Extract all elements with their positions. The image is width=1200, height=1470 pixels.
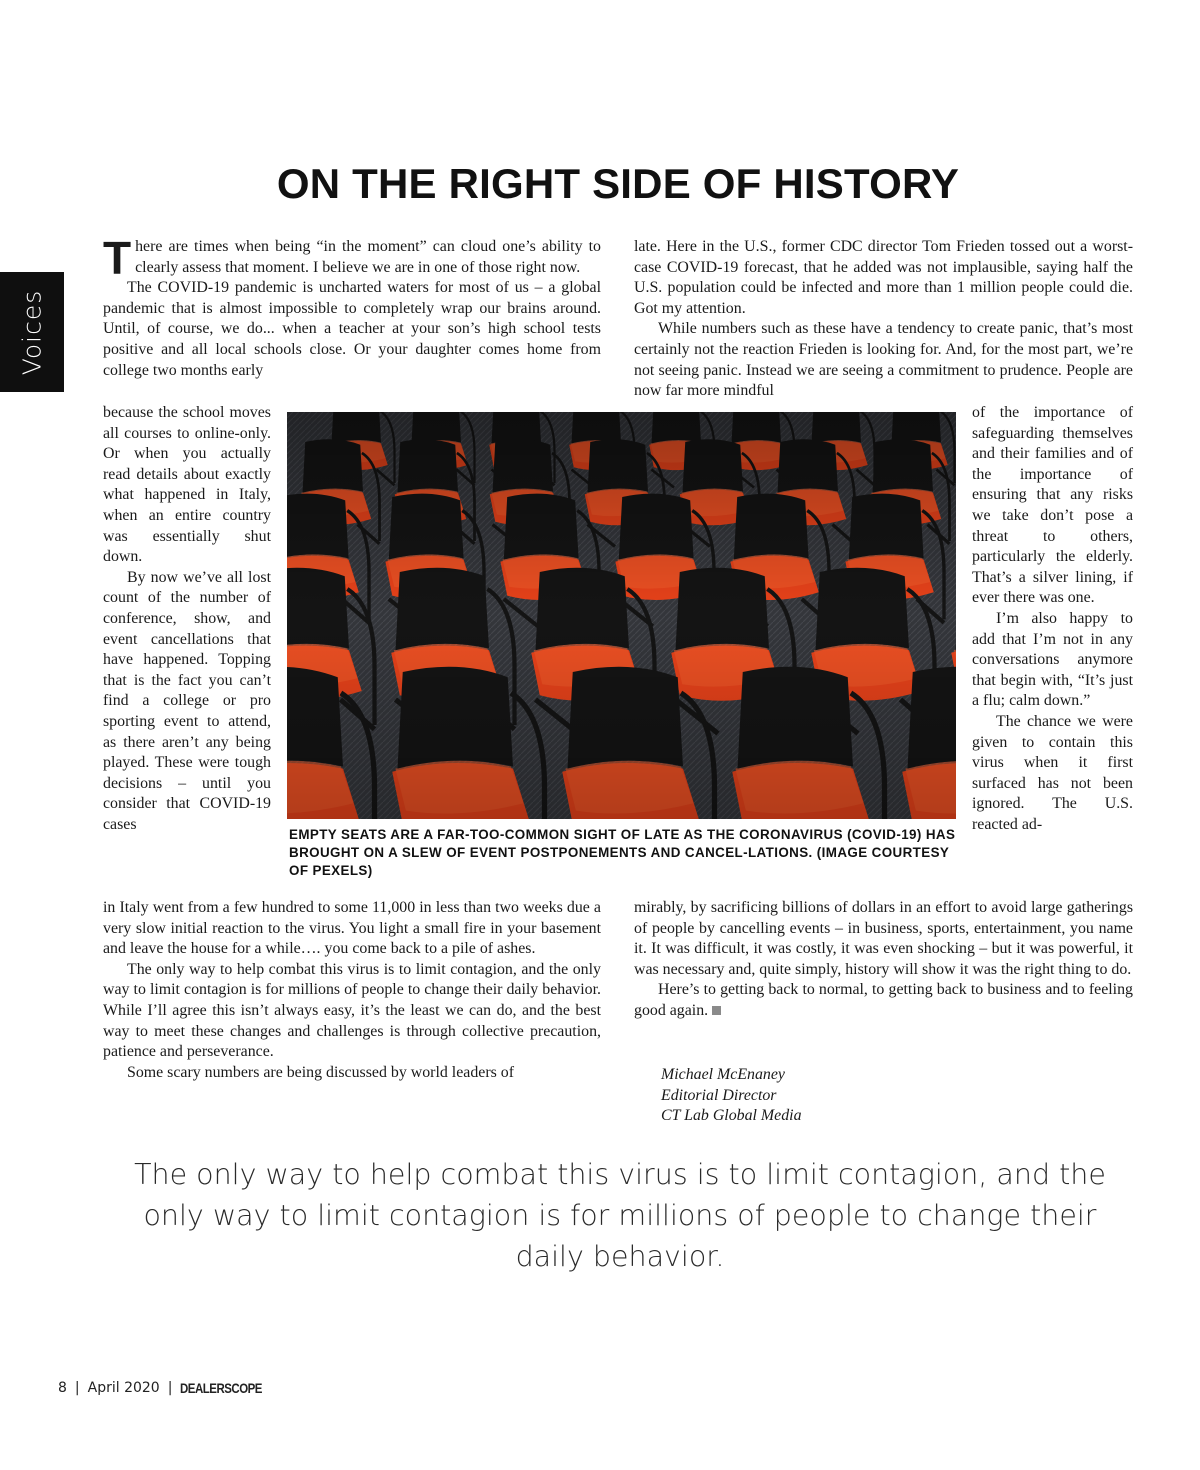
- paragraph: mirably, by sacrificing billions of dollars in an effort to avoid large gatherings of people by cancelling events – in business, sports, entertainment, you name it. It was difficult, it was costly, it was even shocking – but it was powerful, it was necessary and, quite simply, history will show it was the right thing to do.: [634, 899, 1133, 978]
- left-column-top: [103, 232, 601, 381]
- paragraph: The only way to help combat this virus is to limit contagion, and the only way to limit contagion is for millions of people to change their daily behavior. While I’ll agree this isn’t always easy, it’s the least we can do, and the best way to meet these changes and challenges is through collective precaution, patience and perseverance.: [103, 960, 601, 1061]
- author-name: Michael McEnaney: [661, 1066, 785, 1083]
- right-column-bottom: [634, 898, 1133, 1022]
- paragraph: [103, 232, 601, 284]
- paragraph: By now we’ve all lost count of the number of conference, show, and event cancellations that have happened. Topping that is the fact you can’t find a college or pro sporting event to attend, as there aren’t any being played. These were tough decisions – until you consider that COVID-19 cases: [103, 568, 271, 833]
- paragraph: I’m also happy to add that I’m not in any conversations anymore that begin with, “It’s just a flu; calm down.”: [972, 609, 1133, 710]
- drop-cap: T: [103, 232, 132, 284]
- paragraph: because the school moves all courses to online-only. Or when you actually read details about exactly what happened in Italy, when an entire country was essentially shut down.: [103, 404, 271, 566]
- chairs-illustration: [287, 412, 956, 819]
- page-footer: [58, 1380, 280, 1396]
- page-number: 8: [58, 1380, 67, 1396]
- publication-logo: DEALERSCOPE: [180, 1380, 263, 1396]
- right-column-top: [634, 237, 1133, 402]
- end-square-icon: [712, 1006, 721, 1015]
- left-column-bottom: [103, 898, 601, 1083]
- footer-separator: |: [167, 1380, 173, 1396]
- issue-date: April 2020: [87, 1380, 160, 1396]
- photo-empty-chairs: [287, 412, 956, 819]
- pull-quote: The only way to help combat this virus is to limit contagion, and the only way to limit contagion is for millions of people to change their daily behavior.: [134, 1158, 1106, 1273]
- photo-caption: EMPTY SEATS ARE A FAR-TOO-COMMON SIGHT OF LATE AS THE CORONAVIRUS (COVID-19) HAS BROUGHT ON A SLEW OF EVENT POSTPONEMENTS AND CANCEL-LATIONS. (IMAGE COURTESY OF PEXELS): [289, 827, 956, 878]
- author-signature: [661, 1065, 802, 1127]
- author-org: CT Lab Global Media: [661, 1107, 802, 1124]
- article-title: ON THE RIGHT SIDE OF HISTORY: [276, 160, 960, 207]
- author-role: Editorial Director: [661, 1086, 777, 1104]
- paragraph: late. Here in the U.S., former CDC director Tom Frieden tossed out a worst-case COVID-19 forecast, that he added was not implausible, saying half the U.S. population could be infected and more than 1 million people could die. Got my attention.: [634, 238, 1133, 317]
- paragraph-text: here are times when being “in the moment” can cloud one’s ability to clearly assess that moment. I believe we are in one of those right now.: [135, 238, 601, 276]
- paragraph: of the importance of safeguarding themselves and their families and of the importance of ensuring that any risks we take don’t pose a threat to others, particularly the elderly. That’s a silver lining, if ever there was one.: [972, 404, 1133, 607]
- paragraph: While numbers such as these have a tendency to create panic, that’s most certainly not the reaction Frieden is looking for. And, for the most part, we’re not seeing panic. Instead we are seeing a commitment to prudence. People are now far more mindful: [634, 320, 1133, 400]
- paragraph: [634, 980, 1133, 1021]
- right-column-narrow: [972, 403, 1133, 835]
- paragraph: Some scary numbers are being discussed by world leaders of: [127, 1063, 515, 1081]
- paragraph: The chance we were given to contain this virus when it first surfaced has not been ignored. The U.S. reacted ad-: [972, 712, 1133, 833]
- section-tab-label: Voices: [17, 289, 47, 375]
- paragraph: The COVID-19 pandemic is uncharted waters for most of us – a global pandemic that is almost impossible to completely wrap our brains around. Until, of course, we do... when a teacher at your son’s high school tests positive and all local schools close. Or your daughter comes home from college two months early: [103, 279, 601, 379]
- paragraph: in Italy went from a few hundred to some 11,000 in less than two weeks due a very slow initial reaction to the virus. You light a small fire in your basement and leave the house for a while…. you come back to a pile of ashes.: [103, 899, 601, 958]
- section-tab: [0, 272, 64, 392]
- paragraph-text: Here’s to getting back to normal, to getting back to business and to feeling good again.: [634, 981, 1133, 1019]
- left-column-narrow: [103, 403, 271, 835]
- footer-separator: |: [74, 1380, 80, 1396]
